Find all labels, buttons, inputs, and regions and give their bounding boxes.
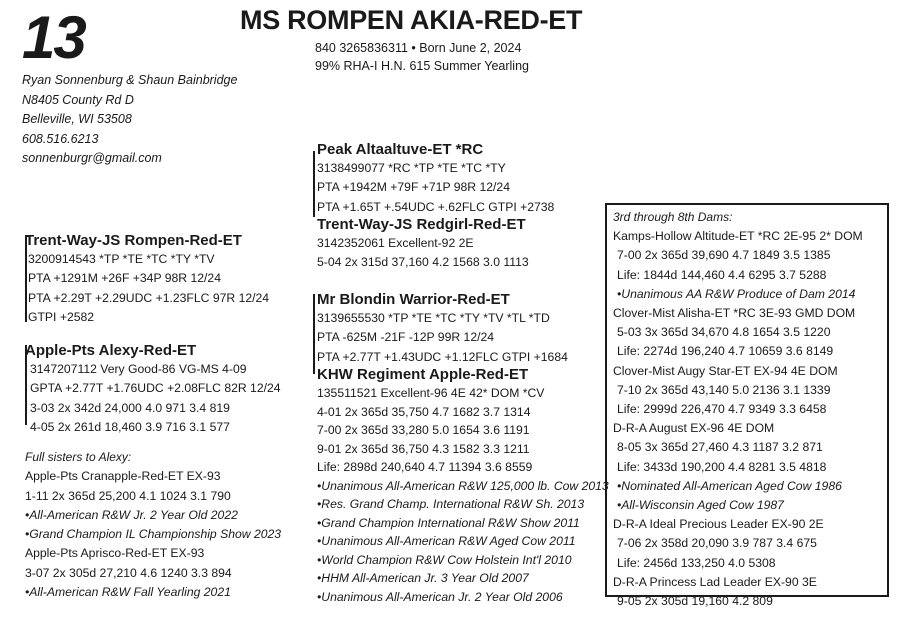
dam-dam-line: Life: 2898d 240,640 4.7 11394 3.6 8559 [317,460,533,474]
dam-dam-line: 4-01 2x 365d 35,750 4.7 1682 3.7 1314 [317,404,531,419]
sire-dam-block [317,215,529,273]
dam-line: 3147207112 Very Good-86 VG-MS 4-09 [30,362,247,376]
dam-entry-honor: •Unanimous AA R&W Produce of Dam 2014 [617,286,856,301]
sire-sire-line: 3138499077 *RC *TP *TE *TC *TY [317,161,506,175]
dam-dam-honor: •HHM All-American Jr. 3 Year Old 2007 [317,571,529,585]
lot-number: 13 [22,4,85,71]
owner-address: N8405 County Rd D [22,92,134,107]
dam-dam-line: 9-01 2x 365d 36,750 4.3 1582 3.3 1211 [317,441,530,456]
dam-sire-name: Mr Blondin Warrior-Red-ET [317,291,510,308]
sire-dam-line: 5-04 2x 315d 37,160 4.2 1568 3.0 1113 [317,255,529,270]
dam-entry-lifetime: Life: 1844d 144,460 4.4 6295 3.7 5288 [617,267,827,282]
dam-entry-record: 7-00 2x 365d 39,690 4.7 1849 3.5 1385 [617,248,831,263]
dam-entry-name: D-R-A August EX-96 4E DOM [613,421,775,436]
dam-entry-record: 5-03 3x 365d 34,670 4.8 1654 3.5 1220 [617,325,831,340]
dams-box-header: 3rd through 8th Dams: [613,210,733,224]
full-sister-honor: •All-American R&W Jr. 2 Year Old 2022 [25,507,238,522]
full-sister-record: 3-07 2x 305d 27,210 4.6 1240 3.3 894 [25,565,232,580]
dam-sire-block [317,290,568,367]
sire-dam-line: 3142352061 Excellent-92 2E [317,236,474,250]
dam-dam-honor: •Unanimous All-American R&W 125,000 lb. Cow 2013 [317,478,609,493]
sire-line: PTA +2.29T +2.29UDC +1.23FLC 97R 12/24 [28,290,270,305]
dam-name: Apple-Pts Alexy-Red-ET [25,342,197,359]
sire-name: Trent-Way-JS Rompen-Red-ET [25,232,242,249]
dam-entry-honor: •All-Wisconsin Aged Cow 1987 [617,498,784,513]
owner-phone: 608.516.6213 [22,131,99,146]
dam-entry-honor: •Nominated All-American Aged Cow 1986 [617,478,842,493]
dam-entry-record: 7-06 2x 358d 20,090 3.9 787 3.4 675 [617,536,817,551]
full-sister-name: Apple-Pts Aprisco-Red-ET EX-93 [25,546,205,561]
owner-city: Belleville, WI 53508 [22,112,132,126]
sire-sire-name: Peak Altaaltuve-ET *RC [317,141,484,158]
owner-email: sonnenburgr@gmail.com [22,151,162,165]
dam-entry-lifetime: Life: 2274d 196,240 4.7 10659 3.6 8149 [617,344,834,359]
dam-entry-name: Clover-Mist Alisha-ET *RC 3E-93 GMD DOM [613,306,856,321]
dam-dam-line: 135511521 Excellent-96 4E 42* DOM *CV [317,386,545,400]
dam-block [25,341,281,437]
animal-id-line: 840 3265836311 • Born June 2, 2024 [315,41,522,55]
dam-entry-lifetime: Life: 3433d 190,200 4.4 8281 3.5 4818 [617,459,827,474]
dam-bracket-line [313,294,315,374]
dam-dam-honor: •Grand Champion International R&W Show 2011 [317,515,580,530]
dam-entry-name: Kamps-Hollow Altitude-ET *RC 2E-95 2* DOM [613,229,863,244]
full-sister-honor: •All-American R&W Fall Yearling 2021 [25,585,231,600]
dam-entry-name: D-R-A Ideal Precious Leader EX-90 2E [613,517,824,532]
dam-sire-line: PTA -625M -21F -12P 99R 12/24 [317,330,495,345]
dam-entry-lifetime: Life: 2999d 226,470 4.7 9349 3.3 6458 [617,402,827,417]
dam-entry-record: 7-10 2x 365d 43,140 5.0 2136 3.1 1339 [617,382,831,397]
animal-info-line: 99% RHA-I H.N. 615 Summer Yearling [315,59,529,73]
dam-line: 4-05 2x 261d 18,460 3.9 716 3.1 577 [30,419,230,434]
dam-dam-honor: •World Champion R&W Cow Holstein Int'l 2010 [317,552,572,567]
sire-bracket-line [313,151,315,217]
dam-dam-honor: •Res. Grand Champ. International R&W Sh. 2013 [317,497,585,511]
full-sisters-block [25,448,281,602]
dam-dam-name: KHW Regiment Apple-Red-ET [317,366,529,383]
dam-sire-line: PTA +2.77T +1.43UDC +1.12FLC GTPI +1684 [317,349,568,364]
dam-dam-honor: •Unanimous All-American Jr. 2 Year Old 2006 [317,589,563,604]
dam-entry-record: 9-05 2x 305d 19,160 4.2 809 [617,594,773,609]
dam-sire-line: 3139655530 *TP *TE *TC *TY *TV *TL *TD [317,311,550,325]
dams-box [613,208,863,611]
owner-info [22,71,237,169]
dam-line: GPTA +2.77T +1.76UDC +2.08FLC 82R 12/24 [30,381,281,396]
sire-sire-line: PTA +1.65T +.54UDC +.62FLC GTPI +2738 [317,199,555,214]
dam-dam-block [317,365,609,606]
owner-names: Ryan Sonnenburg & Shaun Bainbridge [22,73,238,87]
sire-block [25,231,269,327]
full-sisters-header: Full sisters to Alexy: [25,450,132,464]
sire-sire-block [317,140,554,217]
dam-dam-honor: •Unanimous All-American R&W Aged Cow 2011 [317,534,576,548]
sire-line: PTA +1291M +26F +34P 98R 12/24 [28,271,221,286]
dam-entry-lifetime: Life: 2456d 133,250 4.0 5308 [617,555,776,570]
sire-line: 3200914543 *TP *TE *TC *TY *TV [28,252,215,266]
dam-entry-record: 8-05 3x 365d 27,460 4.3 1187 3.2 871 [617,440,823,455]
sire-sire-line: PTA +1942M +79F +71P 98R 12/24 [317,180,510,195]
full-sister-name: Apple-Pts Cranapple-Red-ET EX-93 [25,469,221,484]
full-sister-record: 1-11 2x 365d 25,200 4.1 1024 3.1 790 [25,488,231,503]
dam-entry-name: D-R-A Princess Lad Leader EX-90 3E [613,574,817,589]
full-sister-honor: •Grand Champion IL Championship Show 2023 [25,527,282,542]
dam-line: 3-03 2x 342d 24,000 4.0 971 3.4 819 [30,400,230,415]
animal-name: MS ROMPEN AKIA-RED-ET [240,5,583,35]
dam-dam-line: 7-00 2x 365d 33,280 5.0 1654 3.6 1191 [317,423,530,437]
dam-entry-name: Clover-Mist Augy Star-ET EX-94 4E DOM [613,363,838,378]
sire-line: GTPI +2582 [28,309,95,324]
sire-dam-name: Trent-Way-JS Redgirl-Red-ET [317,216,526,233]
